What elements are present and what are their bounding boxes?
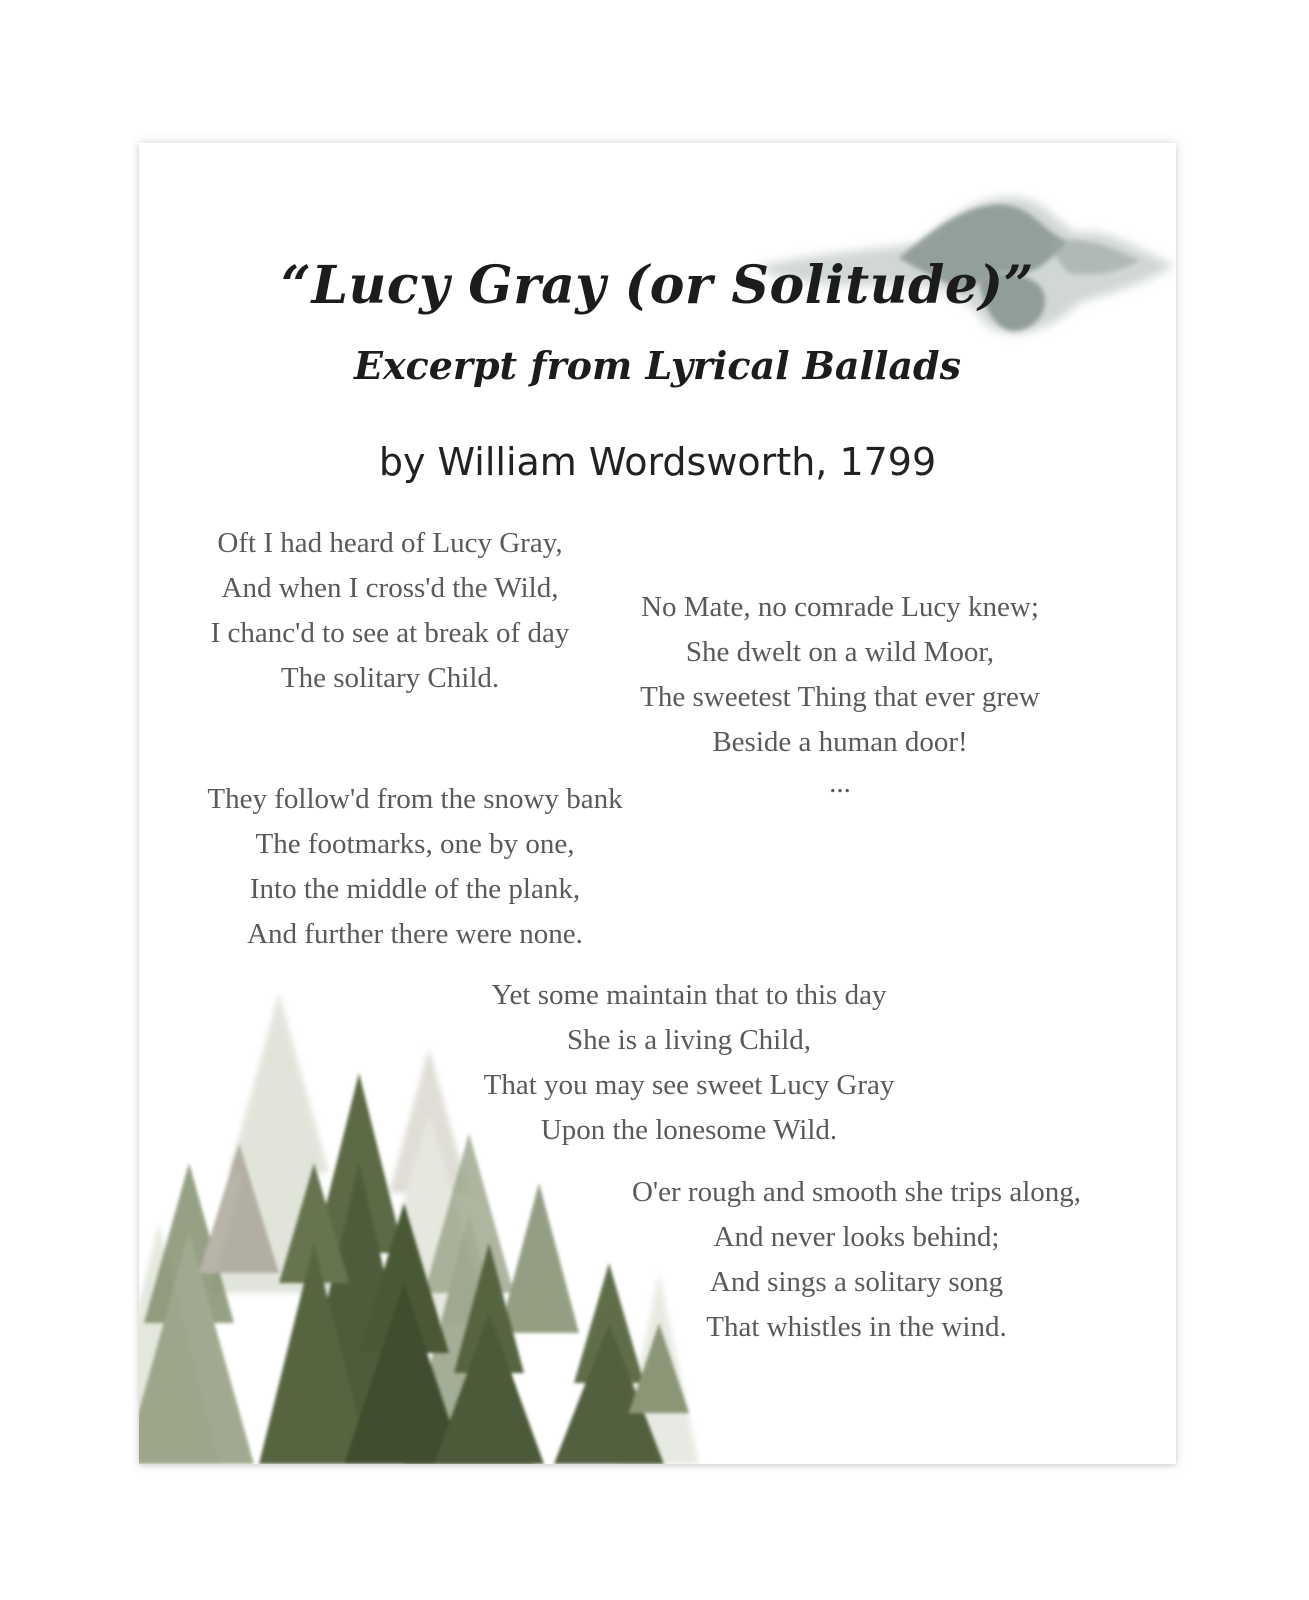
stanza-line: The sweetest Thing that ever grew: [640, 681, 1040, 713]
stanza-line: Beside a human door!: [712, 726, 968, 758]
stanza-line: O'er rough and smooth she trips along,: [631, 1176, 1082, 1208]
stanza-line: Yet some maintain that to this day: [491, 979, 887, 1011]
stanza-line: That you may see sweet Lucy Gray: [483, 1069, 895, 1101]
stanza-5: [589, 1170, 1124, 1350]
stanza-line: Into the middle of the plank,: [249, 873, 581, 905]
stanza-line: And never looks behind;: [713, 1221, 1000, 1253]
poem-byline: by William Wordsworth, 1799: [378, 440, 937, 484]
poem-card: [139, 143, 1176, 1464]
stanza-line: Upon the lonesome Wild.: [540, 1114, 838, 1146]
stanza-line: She is a living Child,: [566, 1024, 812, 1056]
poem-title: “Lucy Gray (or Solitude)”: [281, 255, 1034, 316]
stanza-2: [605, 585, 1075, 765]
stanza-line: I chanc'd to see at break of day: [210, 617, 570, 649]
stanza-line: Oft I had heard of Lucy Gray,: [217, 527, 563, 559]
stanza-line: She dwelt on a wild Moor,: [685, 636, 995, 668]
stanza-line: And sings a solitary song: [709, 1266, 1004, 1298]
omission-ellipsis: ...: [829, 767, 851, 799]
stanza-4: [449, 973, 929, 1153]
stanza-line: That whistles in the wind.: [706, 1311, 1007, 1343]
poem-subtitle: Excerpt from Lyrical Ballads: [354, 343, 961, 388]
stanza-line: No Mate, no comrade Lucy knew;: [641, 591, 1039, 623]
stanza-line: They follow'd from the snowy bank: [207, 783, 623, 815]
stanza-line: And when I cross'd the Wild,: [221, 572, 559, 604]
stanza-line: And further there were none.: [247, 918, 583, 950]
stanza-line: The footmarks, one by one,: [255, 828, 575, 860]
stanza-1: [190, 521, 590, 701]
stanza-line: The solitary Child.: [280, 662, 500, 694]
stanza-3: [190, 777, 640, 957]
